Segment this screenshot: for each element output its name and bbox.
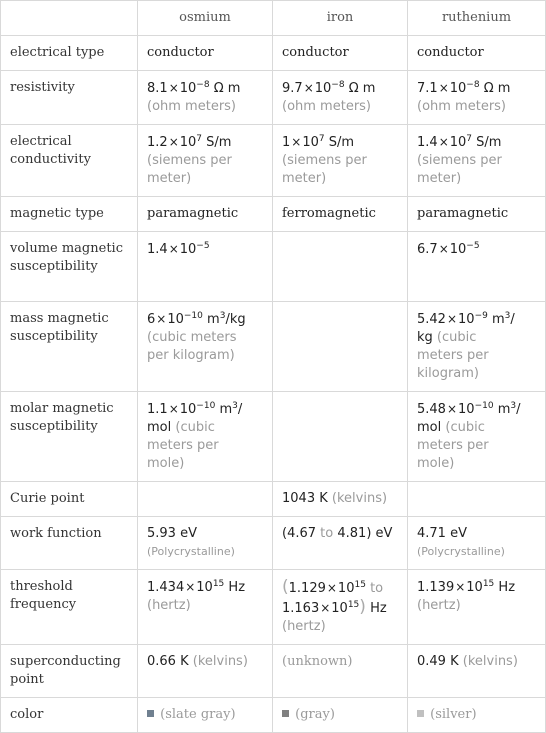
row-label: volume magnetic susceptibility xyxy=(1,232,138,302)
unit-name: (ohm meters) xyxy=(282,99,372,114)
cell-iron xyxy=(273,517,408,570)
value: 5.93 eV xyxy=(147,526,197,541)
row-label: magnetic type xyxy=(1,197,138,232)
cell-osmium xyxy=(138,482,273,517)
row-color xyxy=(1,698,546,733)
row-threshold-frequency xyxy=(1,570,546,645)
value: $1.434\times 10^{15}$ Hz xyxy=(147,579,246,595)
cell-osmium xyxy=(138,125,273,197)
color-swatch xyxy=(417,710,424,717)
cell-ruthenium: conductor xyxy=(408,36,546,71)
value: ($1.129\times 10^{15}$ to $1.163\times 10^{15}$) Hz xyxy=(282,577,387,617)
unit-name: (siemens per xyxy=(147,153,232,168)
row-work-function xyxy=(1,517,546,570)
unit-name: (hertz) xyxy=(282,619,326,634)
value: 0.66 K xyxy=(147,654,189,669)
value: $6\times 10^{-10}$ $m^3/kg$ xyxy=(147,311,246,327)
unit-name: (siemens per xyxy=(417,153,502,168)
value: $9.7\times 10^{-8}$ Ω m xyxy=(282,80,376,96)
row-volume-susceptibility xyxy=(1,232,546,302)
row-label: work function xyxy=(1,517,138,570)
color-swatch xyxy=(147,710,154,717)
value: $1.4\times 10^7$ S/m xyxy=(417,134,502,150)
unit-name: mole) xyxy=(417,456,455,471)
row-mass-susceptibility xyxy=(1,302,546,392)
cell-iron xyxy=(273,698,408,733)
cell-osmium xyxy=(138,698,273,733)
value: $1.4\times 10^{-5}$ xyxy=(147,241,210,257)
unit-name: (kelvins) xyxy=(192,654,248,669)
cell-iron: ferromagnetic xyxy=(273,197,408,232)
row-magnetic-type xyxy=(1,197,546,232)
color-name: (silver) xyxy=(430,707,477,722)
unit: kg xyxy=(417,330,433,345)
unit-name: meter) xyxy=(147,171,192,186)
cell-ruthenium: paramagnetic xyxy=(408,197,546,232)
cell-ruthenium xyxy=(408,645,546,698)
row-label: threshold frequency xyxy=(1,570,138,645)
unit: mol xyxy=(417,420,442,435)
cell-ruthenium xyxy=(408,392,546,482)
cell-osmium xyxy=(138,392,273,482)
header-osmium: osmium xyxy=(138,1,273,36)
cell-iron: conductor xyxy=(273,36,408,71)
cell-osmium: conductor xyxy=(138,36,273,71)
value: $8.1\times 10^{-8}$ Ω m xyxy=(147,80,241,96)
cell-ruthenium xyxy=(408,570,546,645)
cell-iron xyxy=(273,392,408,482)
row-label: molar magnetic susceptibility xyxy=(1,392,138,482)
cell-iron xyxy=(273,125,408,197)
value: $7.1\times 10^{-8}$ Ω m xyxy=(417,80,511,96)
row-label: electrical conductivity xyxy=(1,125,138,197)
cell-ruthenium xyxy=(408,482,546,517)
cell-ruthenium xyxy=(408,125,546,197)
unit-name: (hertz) xyxy=(417,598,461,613)
unit-name: meter) xyxy=(282,171,327,186)
value: $1.139\times 10^{15}$ Hz xyxy=(417,579,516,595)
unit-name: meters per xyxy=(147,438,219,453)
color-swatch xyxy=(282,710,289,717)
unit-name: (ohm meters) xyxy=(417,99,507,114)
cell-iron xyxy=(273,232,408,302)
value: $1\times 10^7$ S/m xyxy=(282,134,355,150)
value: 1043 K xyxy=(282,491,328,506)
cell-iron xyxy=(273,302,408,392)
cell-iron xyxy=(273,570,408,645)
row-label: resistivity xyxy=(1,71,138,125)
unit-name: (hertz) xyxy=(147,598,191,613)
unit-name: mole) xyxy=(147,456,185,471)
cell-ruthenium xyxy=(408,232,546,302)
header-row xyxy=(1,1,546,36)
row-electrical-type xyxy=(1,36,546,71)
unit-name: (kelvins) xyxy=(331,491,388,506)
unit-name: (cubic xyxy=(175,420,215,435)
value: 4.71 eV xyxy=(417,526,467,541)
unit-name: (cubic xyxy=(436,330,477,345)
header-iron: iron xyxy=(273,1,408,36)
row-conductivity xyxy=(1,125,546,197)
cell-osmium xyxy=(138,645,273,698)
value: $1.1\times 10^{-10}$ $m^3/$ xyxy=(147,401,243,417)
header-ruthenium: ruthenium xyxy=(408,1,546,36)
cell-osmium xyxy=(138,302,273,392)
unit-name: meters per xyxy=(417,438,489,453)
cell-osmium xyxy=(138,570,273,645)
color-name: (gray) xyxy=(295,707,335,722)
unit-name: (cubic meters xyxy=(147,330,237,345)
header-corner xyxy=(1,1,138,36)
value: $5.48\times 10^{-10}$ $m^3/$ xyxy=(417,401,521,417)
unit-name: meter) xyxy=(417,171,462,186)
cell-osmium xyxy=(138,71,273,125)
cell-ruthenium xyxy=(408,517,546,570)
cell-iron xyxy=(273,71,408,125)
unit-name: kilogram) xyxy=(417,366,480,381)
cell-iron xyxy=(273,482,408,517)
unit-name: per kilogram) xyxy=(147,348,235,363)
note: (Polycrystalline) xyxy=(147,545,235,558)
unit-name: meters per xyxy=(417,348,489,363)
value: $5.42\times 10^{-9}$ $m^3/$ xyxy=(417,311,515,327)
value: 0.49 K xyxy=(417,654,459,669)
row-curie-point xyxy=(1,482,546,517)
row-label: superconducting point xyxy=(1,645,138,698)
color-name: (slate gray) xyxy=(160,707,236,722)
row-label: mass magnetic susceptibility xyxy=(1,302,138,392)
unit-name: (ohm meters) xyxy=(147,99,237,114)
unit-name: (kelvins) xyxy=(462,654,518,669)
unit-name: (siemens per xyxy=(282,153,367,168)
cell-osmium xyxy=(138,517,273,570)
row-label: color xyxy=(1,698,138,733)
row-label: electrical type xyxy=(1,36,138,71)
note: (Polycrystalline) xyxy=(417,545,505,558)
unit-name: (cubic xyxy=(445,420,485,435)
cell-ruthenium xyxy=(408,71,546,125)
unit: mol xyxy=(147,420,172,435)
row-superconducting-point xyxy=(1,645,546,698)
cell-ruthenium xyxy=(408,698,546,733)
row-label: Curie point xyxy=(1,482,138,517)
row-resistivity xyxy=(1,71,546,125)
cell-iron: (unknown) xyxy=(273,645,408,698)
cell-ruthenium xyxy=(408,302,546,392)
value: $6.7\times 10^{-5}$ xyxy=(417,241,480,257)
row-molar-susceptibility xyxy=(1,392,546,482)
cell-osmium xyxy=(138,232,273,302)
value: (4.67 to 4.81) eV xyxy=(282,526,393,541)
value: $1.2\times 10^7$ S/m xyxy=(147,134,232,150)
cell-osmium: paramagnetic xyxy=(138,197,273,232)
